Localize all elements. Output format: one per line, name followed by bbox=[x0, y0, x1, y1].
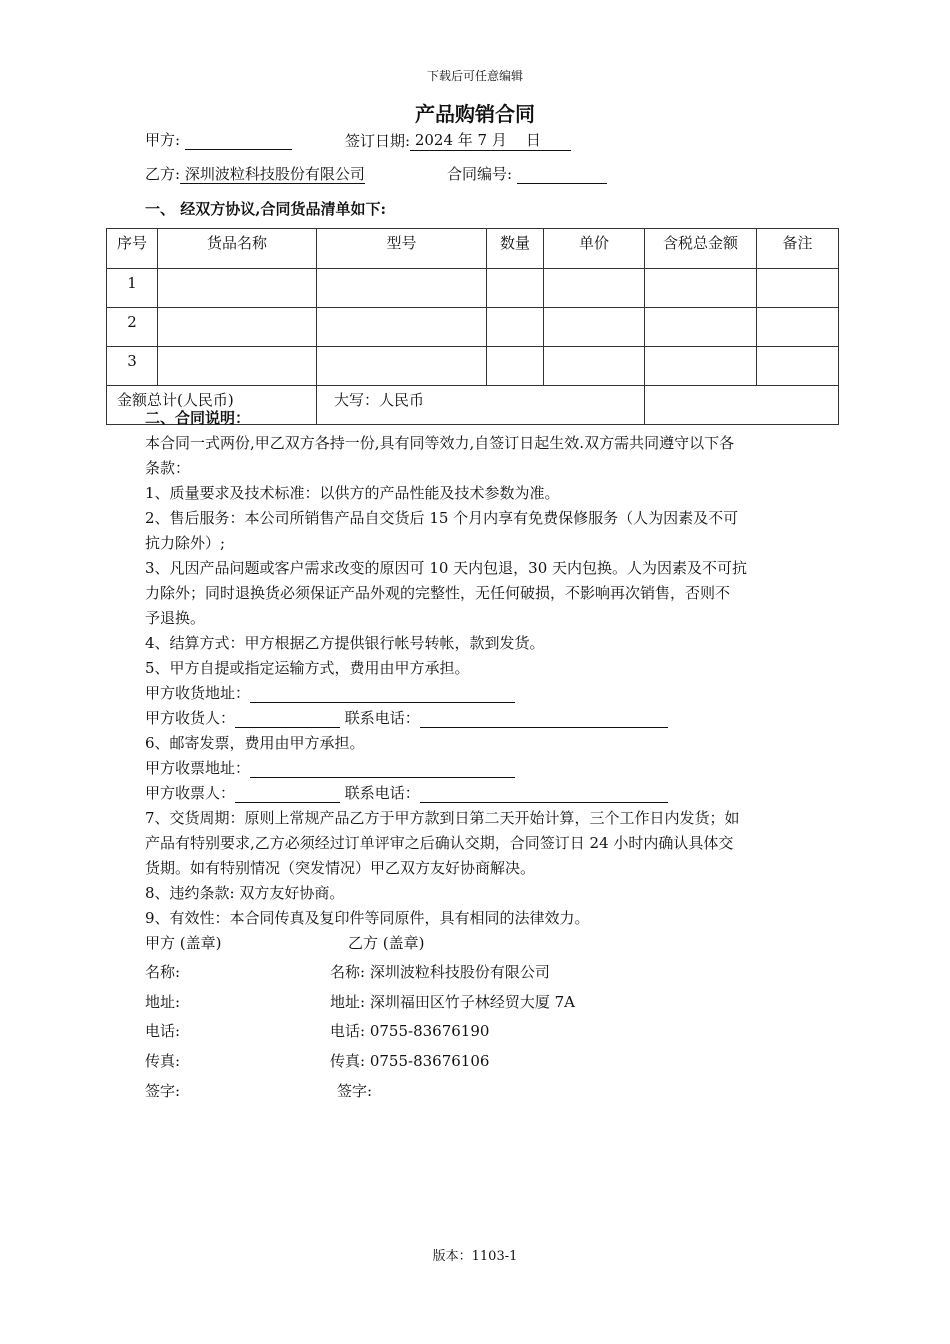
row-number: 2 bbox=[107, 308, 158, 347]
table-row bbox=[107, 308, 839, 347]
contract-no-label: 合同编号: bbox=[447, 165, 513, 183]
table-cell[interactable] bbox=[544, 269, 645, 308]
clause-line: 产品有特别要求,乙方必须经过订单评审之后确认交期，合同签订日 24 小时内确认具体交 bbox=[145, 834, 734, 852]
invoice-receiver-line bbox=[145, 783, 668, 803]
table-cell[interactable] bbox=[757, 347, 839, 386]
invoice-receiver-label: 甲方收票人： bbox=[145, 784, 236, 802]
contract-no-blank bbox=[517, 166, 607, 184]
table-row bbox=[107, 347, 839, 386]
col-header: 型号 bbox=[317, 229, 487, 269]
clause-line: 货期。如有特别情况（突发情况）甲乙双方友好协商解决。 bbox=[145, 859, 536, 877]
invoice-address-blank[interactable] bbox=[250, 760, 515, 778]
phone-label: 联系电话： bbox=[344, 784, 420, 802]
party-b-line bbox=[145, 164, 365, 184]
invoice-address-label: 甲方收票地址： bbox=[145, 759, 251, 777]
table-header-row bbox=[107, 229, 839, 269]
clause-line: 9、有效性：本合同传真及复印件等同原件，具有相同的法律效力。 bbox=[145, 909, 590, 927]
invoice-receiver-blank[interactable] bbox=[235, 785, 340, 803]
receive-address-blank[interactable] bbox=[250, 685, 515, 703]
table-cell[interactable] bbox=[317, 308, 487, 347]
party-a-label: 甲方: bbox=[145, 131, 181, 149]
section1-title: 一、 经双方协议,合同货品清单如下: bbox=[145, 200, 386, 218]
receiver-label: 甲方收货人： bbox=[145, 709, 236, 727]
clause-line: 7、交货周期：原则上常规产品乙方于甲方款到日第二天开始计算，三个工作日内发货；如 bbox=[145, 809, 740, 827]
col-header: 数量 bbox=[487, 229, 544, 269]
section2-title: 二、合同说明： bbox=[145, 409, 251, 427]
header-note: 下载后可任意编辑 bbox=[426, 69, 523, 83]
seal-party-a: 甲方 (盖章) bbox=[145, 934, 222, 952]
clause-line: 力除外；同时退换货必须保证产品外观的完整性，无任何破损，不影响再次销售，否则不 bbox=[145, 584, 731, 602]
invoice-address-line bbox=[145, 758, 515, 778]
receiver-line bbox=[145, 708, 668, 728]
col-header: 含税总金额 bbox=[645, 229, 757, 269]
party-b-value: 深圳波粒科技股份有限公司 bbox=[180, 165, 365, 183]
party-a-address: 地址: bbox=[145, 993, 181, 1011]
phone-label: 联系电话： bbox=[344, 709, 420, 727]
party-a-phone: 电话: bbox=[145, 1022, 181, 1040]
table-cell[interactable] bbox=[645, 308, 757, 347]
clause-line: 3、凡因产品问题或客户需求改变的原因可 10 天内包退，30 天内包换。人为因素及不可抗 bbox=[145, 559, 748, 577]
party-b-phone: 电话: 0755-83676190 bbox=[330, 1022, 490, 1040]
table-cell[interactable] bbox=[645, 347, 757, 386]
table-cell[interactable] bbox=[645, 269, 757, 308]
party-b-label: 乙方: bbox=[145, 165, 181, 183]
total-caps[interactable]: 大写：人民币 bbox=[317, 386, 645, 425]
row-number: 1 bbox=[107, 269, 158, 308]
receive-address-line bbox=[145, 683, 515, 703]
table-cell[interactable] bbox=[757, 269, 839, 308]
table-cell[interactable] bbox=[317, 269, 487, 308]
clause-line: 2、售后服务：本公司所销售产品自交货后 15 个月内享有免费保修服务（人为因素及不可 bbox=[145, 509, 739, 527]
table-cell[interactable] bbox=[487, 308, 544, 347]
seal-party-b: 乙方 (盖章) bbox=[348, 934, 425, 952]
goods-table bbox=[106, 228, 839, 425]
clause-line: 5、甲方自提或指定运输方式，费用由甲方承担。 bbox=[145, 659, 470, 677]
receiver-blank[interactable] bbox=[235, 710, 340, 728]
contract-no-line bbox=[447, 164, 607, 184]
party-a-signature: 签字: bbox=[145, 1082, 181, 1100]
total-label: 金额总计(人民币) bbox=[107, 386, 317, 425]
table-cell[interactable] bbox=[317, 347, 487, 386]
table-cell[interactable] bbox=[487, 347, 544, 386]
total-amount-cell[interactable] bbox=[645, 386, 839, 425]
party-b-signature: 签字: bbox=[337, 1082, 373, 1100]
version-footer: 版本：1103-1 bbox=[432, 1249, 518, 1264]
table-cell[interactable] bbox=[158, 269, 317, 308]
invoice-phone-blank[interactable] bbox=[420, 785, 668, 803]
table-row bbox=[107, 269, 839, 308]
clause-line: 4、结算方式：甲方根据乙方提供银行帐号转帐，款到发货。 bbox=[145, 634, 545, 652]
contract-title: 产品购销合同 bbox=[415, 102, 535, 126]
receive-address-label: 甲方收货地址： bbox=[145, 684, 251, 702]
party-a-name: 名称: bbox=[145, 963, 181, 981]
table-cell[interactable] bbox=[158, 347, 317, 386]
clause-line: 予退换。 bbox=[145, 609, 206, 627]
row-number: 3 bbox=[107, 347, 158, 386]
sign-date-line bbox=[345, 130, 571, 151]
clause-line: 8、违约条款: 双方友好协商。 bbox=[145, 884, 345, 902]
col-header: 备注 bbox=[757, 229, 839, 269]
party-b-name: 名称: 深圳波粒科技股份有限公司 bbox=[330, 963, 550, 981]
party-b-address: 地址: 深圳福田区竹子林经贸大厦 7A bbox=[330, 993, 575, 1011]
col-header: 货品名称 bbox=[158, 229, 317, 269]
sign-date-label: 签订日期: bbox=[345, 132, 411, 150]
table-cell[interactable] bbox=[158, 308, 317, 347]
party-a-line bbox=[145, 130, 292, 150]
party-a-blank bbox=[185, 132, 292, 150]
table-cell[interactable] bbox=[487, 269, 544, 308]
col-header: 序号 bbox=[107, 229, 158, 269]
phone-blank[interactable] bbox=[420, 710, 668, 728]
table-cell[interactable] bbox=[544, 308, 645, 347]
party-a-fax: 传真: bbox=[145, 1052, 181, 1070]
clause-line: 抗力除外）; bbox=[145, 534, 226, 552]
party-b-fax: 传真: 0755-83676106 bbox=[330, 1052, 490, 1070]
clause-line: 1、质量要求及技术标准：以供方的产品性能及技术参数为准。 bbox=[145, 484, 560, 502]
table-cell[interactable] bbox=[757, 308, 839, 347]
table-cell[interactable] bbox=[544, 347, 645, 386]
sign-date-value: 2024 年 7 月 日 bbox=[410, 130, 571, 151]
col-header: 单价 bbox=[544, 229, 645, 269]
clause-line: 本合同一式两份,甲乙双方各持一份,具有同等效力,自签订日起生效.双方需共同遵守以下各 bbox=[145, 434, 735, 452]
clause-line: 条款： bbox=[145, 459, 191, 477]
clause-line: 6、邮寄发票，费用由甲方承担。 bbox=[145, 734, 365, 752]
